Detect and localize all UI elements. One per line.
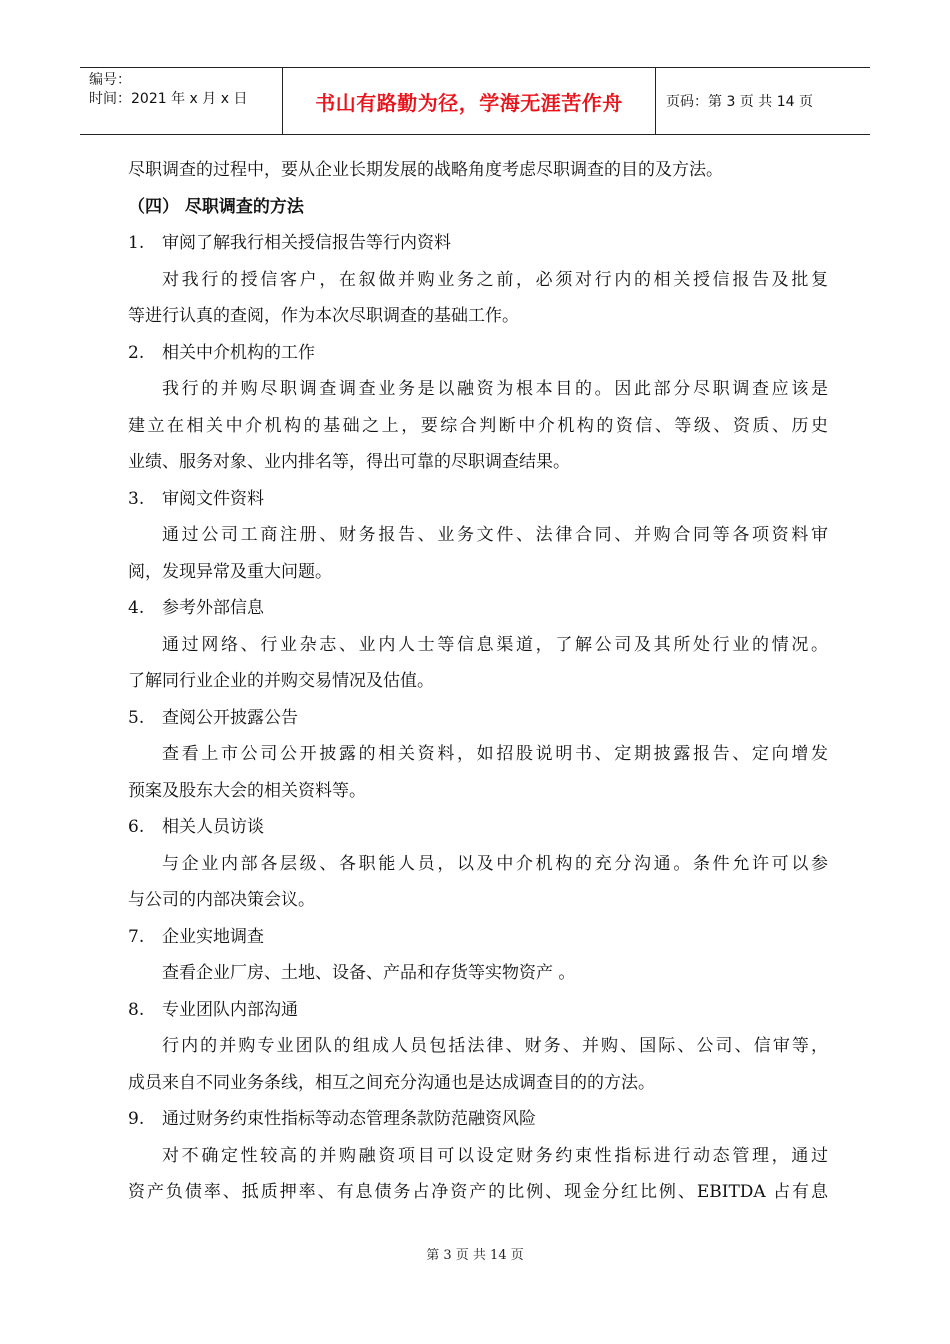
paragraph-line: 与公司的内部决策会议。 — [128, 890, 315, 910]
paragraph-line: 阅，发现异常及重大问题。 — [128, 561, 332, 582]
list-number: 6. — [128, 817, 145, 837]
header-page-info: 页码：第 3 页 共 14 页 — [666, 94, 813, 110]
list-number: 4. — [128, 598, 145, 618]
list-title: 审阅了解我行相关授信报告等行内资料 — [162, 233, 451, 253]
serial-number-label: 编号： — [89, 72, 131, 88]
paragraph-line: 我行的并购尽职调查调查业务是以融资为根本目的。因此部分尽职调查应该是 — [162, 379, 828, 399]
list-title: 通过财务约束性指标等动态管理条款防范融资风险 — [162, 1109, 536, 1129]
list-item-heading — [128, 590, 828, 627]
list-number: 3. — [128, 488, 145, 509]
list-title: 专业团队内部沟通 — [162, 999, 298, 1020]
paragraph-line: 建立在相关中介机构的基础之上，要综合判断中介机构的资信、等级、资质、历史 — [128, 415, 828, 436]
paragraph-line: 等进行认真的查阅，作为本次尽职调查的基础工作。 — [128, 306, 519, 326]
list-title: 相关中介机构的工作 — [162, 342, 315, 363]
list-number: 7. — [128, 926, 145, 947]
list-number: 2. — [128, 342, 145, 363]
list-number: 1. — [128, 233, 145, 253]
list-item-heading — [128, 809, 828, 846]
section-heading: （四） 尽职调查的方法 — [128, 196, 304, 217]
paragraph-line: 与企业内部各层级、各职能人员，以及中介机构的充分沟通。条件允许可以参 — [162, 853, 828, 874]
date-label: 时间：2021 年 x 月 x 日 — [89, 91, 248, 107]
paragraph-line: 对我行的授信客户，在叙做并购业务之前，必须对行内的相关授信报告及批复 — [162, 269, 828, 290]
list-item-heading — [128, 992, 828, 1029]
list-number: 5. — [128, 707, 145, 728]
paragraph-line: 对不确定性较高的并购融资项目可以设定财务约束性指标进行动态管理，通过 — [162, 1145, 828, 1166]
paragraph-line: 通过公司工商注册、财务报告、业务文件、法律合同、并购合同等各项资料审 — [162, 525, 828, 545]
list-item-heading — [128, 335, 828, 372]
list-title: 相关人员访谈 — [162, 817, 264, 837]
list-title: 查阅公开披露公告 — [162, 707, 298, 728]
paragraph-line: 尽职调查的过程中，要从企业长期发展的战略角度考虑尽职调查的目的及方法。 — [128, 160, 723, 180]
list-item-heading — [128, 700, 828, 737]
list-title: 参考外部信息 — [162, 598, 264, 618]
list-item-heading — [128, 225, 828, 262]
list-item-heading — [128, 1101, 828, 1138]
paragraph-line: 通过网络、行业杂志、业内人士等信息渠道，了解公司及其所处行业的情况。 — [162, 634, 828, 655]
list-title: 审阅文件资料 — [162, 488, 264, 509]
list-number: 9. — [128, 1109, 145, 1129]
paragraph-line: 成员来自不同业务条线，相互之间充分沟通也是达成调查目的的方法。 — [128, 1072, 655, 1093]
list-item-heading — [128, 481, 828, 518]
paragraph-line: 查看上市公司公开披露的相关资料，如招股说明书、定期披露报告、定向增发 — [162, 744, 828, 764]
page-footer: 第 3 页 共 14 页 — [426, 1248, 524, 1263]
list-item-heading — [128, 919, 828, 956]
paragraph-line: 行内的并购专业团队的组成人员包括法律、财务、并购、国际、公司、信审等， — [162, 1036, 828, 1056]
paragraph-line: 查看企业厂房、土地、设备、产品和存货等实物资产 。 — [162, 963, 576, 983]
document-header — [80, 67, 870, 135]
paragraph-line: 资产负债率、抵质押率、有息债务占净资产的比例、现金分红比例、EBITDA 占有息 — [128, 1182, 828, 1202]
header-motto: 书山有路勤为径，学海无涯苦作舟 — [282, 68, 656, 134]
paragraph-line: 预案及股东大会的相关资料等。 — [128, 780, 366, 801]
document-body — [128, 152, 828, 1211]
header-left-cell — [80, 68, 282, 134]
list-number: 8. — [128, 999, 145, 1020]
paragraph-line: 了解同行业企业的并购交易情况及估值。 — [128, 671, 434, 691]
paragraph-line: 业绩、服务对象、业内排名等，得出可靠的尽职调查结果。 — [128, 452, 570, 472]
list-title: 企业实地调查 — [162, 926, 264, 947]
